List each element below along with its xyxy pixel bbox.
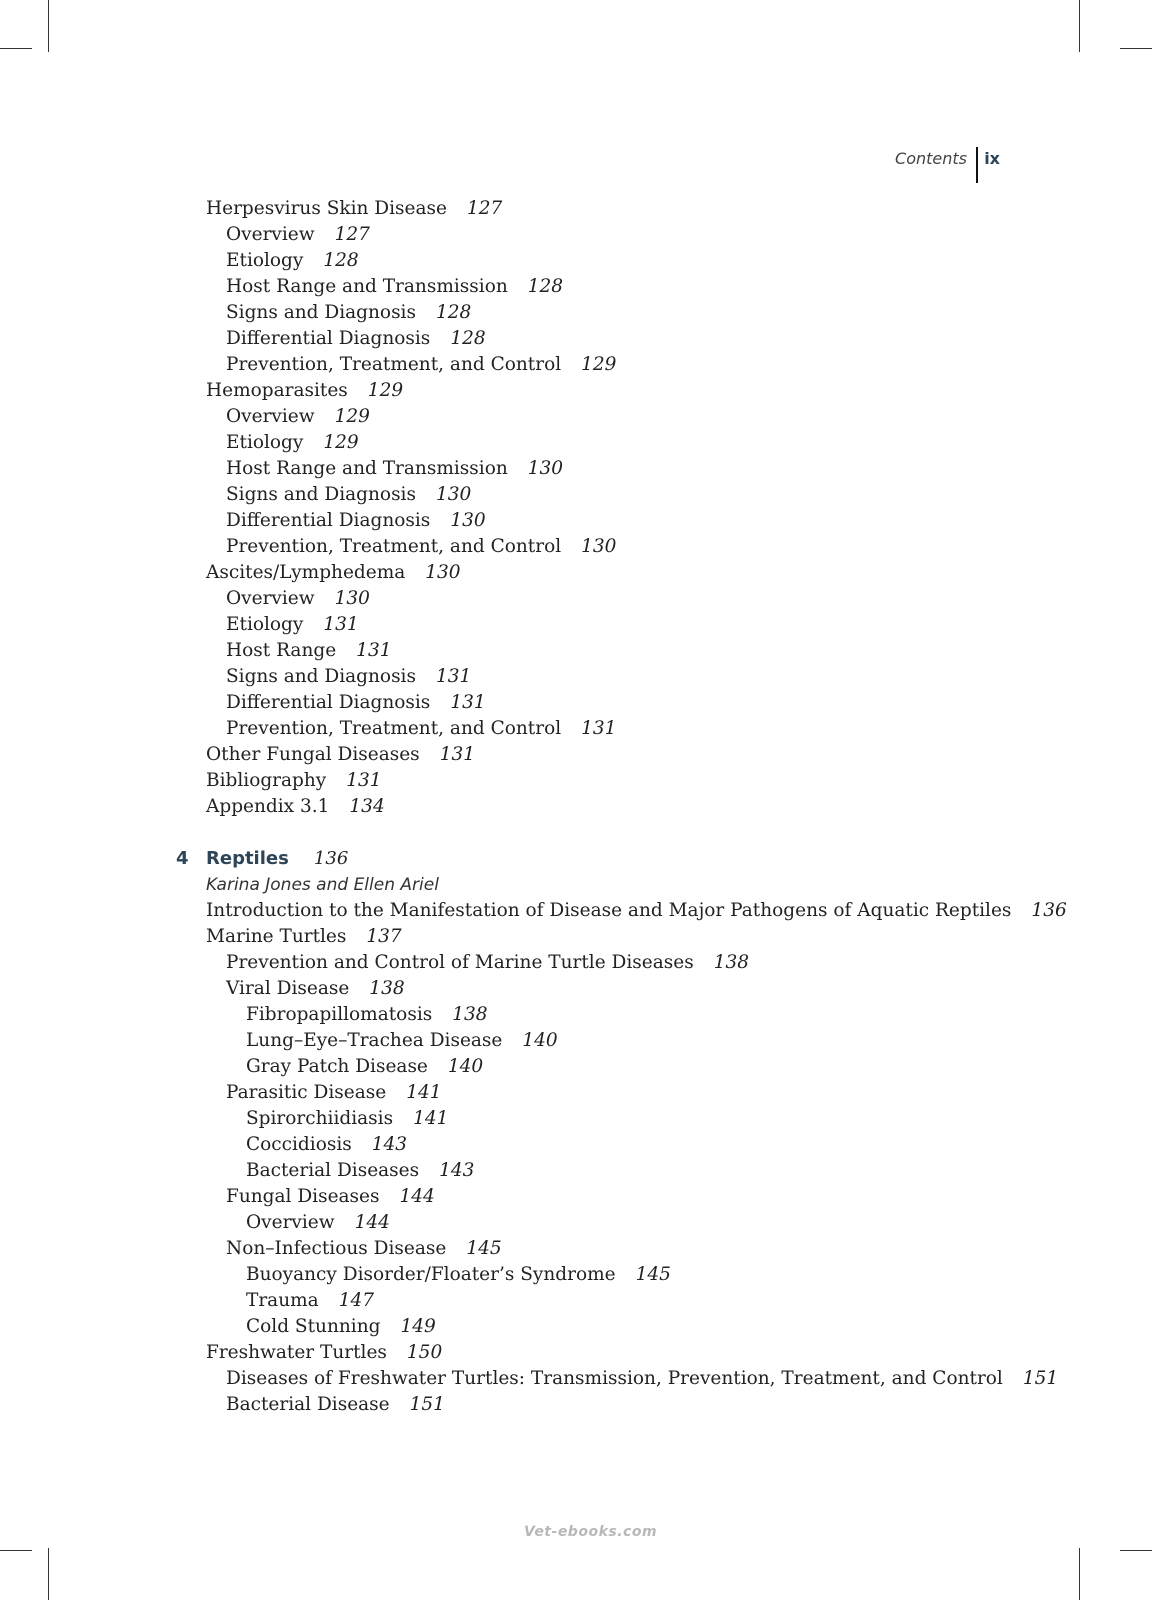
- toc-entry-title: Differential Diagnosis: [226, 510, 431, 531]
- page-number: ix: [984, 149, 1000, 168]
- watermark-logo: Vet-ebooks.com: [524, 1524, 658, 1540]
- toc-entry-title: Buoyancy Disorder/Floater’s Syndrome: [246, 1264, 616, 1285]
- toc-entry[interactable]: [206, 586, 1006, 612]
- toc-entry[interactable]: [206, 196, 1006, 222]
- toc-entry-title: Parasitic Disease: [226, 1082, 387, 1103]
- toc-entry[interactable]: [206, 1132, 1006, 1158]
- toc-entry[interactable]: [206, 352, 1006, 378]
- toc-entry-title: Herpesvirus Skin Disease: [206, 198, 447, 219]
- crop-mark: [48, 0, 49, 52]
- toc-entry[interactable]: [206, 742, 1006, 768]
- toc-entry-page: 141: [413, 1108, 449, 1129]
- toc-entry-title: Other Fungal Diseases: [206, 744, 420, 765]
- toc-entry-title: Introduction to the Manifestation of Disease and Major Pathogens of Aquatic Reptiles: [206, 900, 1012, 921]
- toc-entry-page: 130: [581, 536, 617, 557]
- toc-entry[interactable]: [206, 456, 1006, 482]
- toc-entry-page: 150: [406, 1342, 443, 1363]
- crop-mark: [48, 1548, 49, 1600]
- toc-entry-title: Overview: [226, 224, 315, 245]
- toc-entry[interactable]: [206, 300, 1006, 326]
- toc-entry-title: Prevention and Control of Marine Turtle Diseases: [226, 952, 694, 973]
- chapter-authors: Karina Jones and Ellen Ariel: [206, 875, 439, 895]
- toc-entry-title: Appendix 3.1: [206, 796, 330, 817]
- toc-entry-title: Overview: [246, 1212, 335, 1233]
- toc-entry[interactable]: [206, 248, 1006, 274]
- toc-entry[interactable]: [206, 1184, 1006, 1210]
- toc-entry-title: Marine Turtles: [206, 926, 347, 947]
- toc-entry[interactable]: [206, 1002, 1006, 1028]
- toc-entry-title: Bacterial Disease: [226, 1394, 390, 1415]
- toc-entry[interactable]: [206, 222, 1006, 248]
- toc-entry-title: Bibliography: [206, 770, 327, 791]
- toc-entry-title: Signs and Diagnosis: [226, 302, 416, 323]
- toc-entry-page: 128: [450, 328, 486, 349]
- toc-entry-title: Fibropapillomatosis: [246, 1004, 433, 1025]
- toc-entry[interactable]: [206, 1288, 1006, 1314]
- toc-entry-page: 130: [425, 562, 461, 583]
- toc-section-chapter-4: [206, 898, 1067, 1418]
- toc-entry[interactable]: [206, 1366, 1059, 1392]
- toc-entry[interactable]: [206, 690, 1006, 716]
- toc-entry-title: Hemoparasites: [206, 380, 348, 401]
- toc-entry[interactable]: [206, 378, 1006, 404]
- toc-entry-page: 149: [400, 1316, 436, 1337]
- toc-entry-page: 136: [1031, 900, 1067, 921]
- toc-entry-page: 129: [367, 380, 404, 401]
- toc-entry-page: 128: [323, 250, 359, 271]
- toc-entry-title: Host Range: [226, 640, 337, 661]
- toc-entry-page: 131: [439, 744, 475, 765]
- toc-entry-title: Signs and Diagnosis: [226, 484, 416, 505]
- chapter-heading[interactable]: [176, 846, 1006, 872]
- toc-entry-title: Etiology: [226, 614, 304, 635]
- toc-entry[interactable]: [206, 638, 1006, 664]
- crop-mark: [0, 48, 32, 49]
- toc-entry-page: 128: [527, 276, 564, 297]
- chapter-spacer: [206, 820, 1006, 846]
- toc-entry[interactable]: [206, 976, 1006, 1002]
- toc-entry-title: Overview: [226, 588, 315, 609]
- toc-entry[interactable]: [206, 274, 1006, 300]
- toc-entry-title: Coccidiosis: [246, 1134, 352, 1155]
- toc-entry-title: Freshwater Turtles: [206, 1342, 387, 1363]
- toc-entry[interactable]: [206, 1392, 1006, 1418]
- toc-entry-page: 138: [369, 978, 405, 999]
- toc-entry-page: 130: [450, 510, 486, 531]
- toc-entry[interactable]: [206, 482, 1006, 508]
- toc-entry-page: 130: [435, 484, 472, 505]
- toc-entry-page: 151: [409, 1394, 445, 1415]
- crop-mark: [1079, 1548, 1080, 1600]
- toc-entry-page: 138: [713, 952, 750, 973]
- running-head-title: Contents: [895, 149, 967, 168]
- toc-entry-title: Cold Stunning: [246, 1316, 381, 1337]
- toc-entry[interactable]: [206, 508, 1006, 534]
- toc-entry-title: Gray Patch Disease: [246, 1056, 428, 1077]
- toc-entry-page: 137: [366, 926, 402, 947]
- crop-mark: [1079, 0, 1080, 52]
- toc-entry[interactable]: [206, 430, 1006, 456]
- toc-entry-title: Etiology: [226, 432, 304, 453]
- toc-entry-title: Host Range and Transmission: [226, 276, 508, 297]
- toc-entry[interactable]: [206, 1262, 1006, 1288]
- toc-entry-title: Non–Infectious Disease: [226, 1238, 447, 1259]
- toc-entry-title: Differential Diagnosis: [226, 692, 431, 713]
- toc-entry-page: 129: [581, 354, 617, 375]
- toc-entry[interactable]: [206, 1340, 1006, 1366]
- toc-entry-page: 131: [346, 770, 382, 791]
- toc-entry-page: 147: [338, 1290, 375, 1311]
- toc-entry[interactable]: [206, 950, 1006, 976]
- toc-entry[interactable]: [206, 326, 1006, 352]
- toc-entry[interactable]: [206, 1054, 1006, 1080]
- toc-entry-title: Diseases of Freshwater Turtles: Transmission, Prevention, Treatment, and Control: [226, 1368, 1003, 1389]
- crop-mark: [0, 1550, 32, 1551]
- toc-section-continued: [206, 196, 1006, 820]
- toc-entry[interactable]: [206, 612, 1006, 638]
- toc-entry-title: Host Range and Transmission: [226, 458, 508, 479]
- toc-entry-page: 145: [635, 1264, 671, 1285]
- toc-entry-page: 130: [334, 588, 370, 609]
- toc-entry-title: Etiology: [226, 250, 304, 271]
- toc-entry-page: 143: [439, 1160, 475, 1181]
- toc-entry-title: Differential Diagnosis: [226, 328, 431, 349]
- toc-entry-title: Spirorchiidiasis: [246, 1108, 394, 1129]
- toc-entry[interactable]: [206, 794, 1006, 820]
- toc-entry-title: Ascites/Lymphedema: [206, 562, 406, 583]
- toc-entry-page: 129: [323, 432, 359, 453]
- toc-entry-page: 131: [323, 614, 359, 635]
- toc-entry[interactable]: [206, 1210, 1006, 1236]
- toc-entry-title: Signs and Diagnosis: [226, 666, 416, 687]
- toc-entry-page: 144: [354, 1212, 390, 1233]
- toc-entry[interactable]: [206, 560, 1006, 586]
- toc-entry-page: 134: [349, 796, 385, 817]
- toc-entry-page: 145: [466, 1238, 502, 1259]
- crop-mark: [1120, 48, 1152, 49]
- toc-entry-title: Lung–Eye–Trachea Disease: [246, 1030, 503, 1051]
- crop-mark: [1120, 1550, 1152, 1551]
- toc-entry-page: 128: [435, 302, 472, 323]
- toc-entry-page: 127: [334, 224, 370, 245]
- table-of-contents: [176, 196, 1067, 1418]
- toc-entry-page: 131: [435, 666, 472, 687]
- toc-entry-title: Viral Disease: [226, 978, 350, 999]
- toc-entry-title: Prevention, Treatment, and Control: [226, 536, 562, 557]
- toc-entry-page: 144: [399, 1186, 435, 1207]
- toc-entry[interactable]: [206, 924, 1006, 950]
- toc-entry-page: 129: [334, 406, 370, 427]
- toc-entry[interactable]: [206, 1106, 1006, 1132]
- toc-entry-page: 131: [450, 692, 486, 713]
- toc-entry-page: 138: [452, 1004, 488, 1025]
- toc-entry-page: 130: [527, 458, 564, 479]
- toc-entry-page: 140: [447, 1056, 484, 1077]
- toc-entry-page: 131: [356, 640, 392, 661]
- toc-entry-page: 131: [581, 718, 617, 739]
- toc-entry-title: Trauma: [246, 1290, 319, 1311]
- toc-entry[interactable]: [206, 768, 1006, 794]
- chapter-title: Reptiles: [206, 848, 289, 869]
- toc-entry-page: 127: [466, 198, 503, 219]
- toc-entry[interactable]: [206, 1158, 1006, 1184]
- chapter-page: 136: [313, 848, 349, 869]
- toc-entry-page: 141: [406, 1082, 442, 1103]
- toc-entry[interactable]: [206, 664, 1006, 690]
- toc-entry[interactable]: [206, 1236, 1006, 1262]
- chapter-number: 4: [176, 848, 189, 869]
- toc-entry-title: Prevention, Treatment, and Control: [226, 354, 562, 375]
- toc-entry[interactable]: [206, 534, 1006, 560]
- toc-entry-page: 143: [371, 1134, 408, 1155]
- running-head-rule: [976, 147, 978, 183]
- toc-entry-page: 140: [522, 1030, 558, 1051]
- toc-entry-title: Overview: [226, 406, 315, 427]
- toc-entry-page: 151: [1022, 1368, 1059, 1389]
- toc-entry[interactable]: [206, 716, 1006, 742]
- toc-entry-title: Prevention, Treatment, and Control: [226, 718, 562, 739]
- toc-entry-title: Bacterial Diseases: [246, 1160, 420, 1181]
- toc-entry[interactable]: [206, 404, 1006, 430]
- toc-entry[interactable]: [206, 1028, 1006, 1054]
- toc-entry[interactable]: [206, 1314, 1006, 1340]
- toc-entry-title: Fungal Diseases: [226, 1186, 380, 1207]
- toc-entry[interactable]: [206, 898, 1067, 924]
- toc-entry[interactable]: [206, 1080, 1006, 1106]
